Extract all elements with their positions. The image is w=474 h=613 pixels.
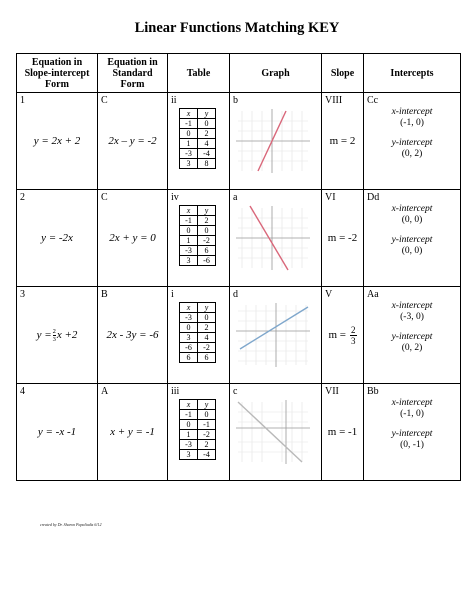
header-slope-intercept: Equation in Slope-intercept Form (17, 54, 98, 93)
slope-cell (322, 287, 364, 384)
standard-form-cell (98, 93, 168, 190)
row-number: 1 (20, 95, 25, 106)
table-cell (168, 384, 230, 481)
standard-form-equation: 2x - 3y = -6 (106, 329, 159, 341)
y-intercept-value: (0, 2) (401, 343, 423, 353)
standard-form-equation: 2x – y = -2 (108, 135, 157, 147)
xy-table: x y -1 2 0 0 1 -2 -3 6 3 -6 (179, 205, 216, 266)
graph-label: c (233, 386, 238, 397)
intercepts-label: Cc (367, 95, 379, 106)
x-intercept-label: x-intercept (391, 204, 433, 214)
line-graph (234, 204, 312, 272)
x-intercept-label: x-intercept (391, 301, 433, 311)
x-intercept-value: (-3, 0) (400, 312, 424, 322)
slope-intercept-cell (17, 287, 98, 384)
graph-cell (230, 93, 322, 190)
line-graph (234, 398, 312, 466)
row-number: 2 (20, 192, 25, 203)
standard-form-cell (98, 190, 168, 287)
slope-intercept-cell (17, 190, 98, 287)
xy-table: x y -1 0 0 -1 1 -2 -3 2 3 -4 (179, 399, 216, 460)
xy-table: x y -1 0 0 2 1 4 -3 -4 3 8 (179, 108, 216, 169)
slope-label: VIII (325, 95, 343, 106)
intercepts-label: Bb (367, 386, 379, 397)
standard-label: C (101, 192, 108, 203)
slope-cell (322, 93, 364, 190)
line-graph (234, 107, 312, 175)
slope-intercept-cell (17, 384, 98, 481)
table-label: ii (171, 95, 177, 106)
x-intercept-value: (-1, 0) (400, 118, 424, 128)
header-intercepts: Intercepts (364, 54, 461, 93)
standard-label: C (101, 95, 108, 106)
intercepts-label: Aa (367, 289, 379, 300)
y-intercept-label: y-intercept (391, 138, 433, 148)
slope-label: V (325, 289, 333, 300)
header-row (17, 54, 461, 93)
slope-value: m = -2 (327, 232, 358, 244)
standard-label: A (101, 386, 109, 397)
xy-table: x y -3 0 0 2 3 4 -6 -2 6 6 (179, 302, 216, 363)
table-label: iii (171, 386, 180, 397)
graph-line (238, 402, 302, 462)
y-intercept-value: (0, 2) (401, 149, 423, 159)
slope-value: m = 2 (329, 135, 356, 147)
slope-label: VII (325, 386, 339, 397)
slope-value: m = $\frac{2}{3}$ (328, 324, 356, 346)
intercepts-cell (364, 287, 461, 384)
graph-label: d (233, 289, 238, 300)
header-table: Table (168, 54, 230, 93)
graph-label: b (233, 95, 238, 106)
header-standard: Equation in Standard Form (98, 54, 168, 93)
slope-label: VI (325, 192, 336, 203)
y-intercept-label: y-intercept (391, 235, 433, 245)
table-row (17, 190, 461, 287)
row-number: 4 (20, 386, 25, 397)
slope-intercept-cell (17, 93, 98, 190)
slope-cell (322, 190, 364, 287)
intercepts-cell (364, 384, 461, 481)
y-intercept-value: (0, -1) (400, 440, 424, 450)
line-graph (234, 301, 312, 369)
table-cell (168, 93, 230, 190)
slope-intercept-equation: y = $\frac{2}{3}$ x +2 (36, 327, 78, 343)
table-row (17, 384, 461, 481)
page-title: Linear Functions Matching KEY (134, 20, 340, 36)
slope-intercept-equation: y = -x -1 (37, 426, 77, 438)
standard-form-cell (98, 287, 168, 384)
header-slope: Slope (322, 54, 364, 93)
intercepts-label: Dd (367, 192, 380, 203)
slope-cell (322, 384, 364, 481)
y-intercept-label: y-intercept (391, 429, 433, 439)
table-cell (168, 287, 230, 384)
standard-form-equation: 2x + y = 0 (109, 232, 156, 244)
slope-value: m = -1 (327, 426, 358, 438)
y-intercept-label: y-intercept (391, 332, 433, 342)
x-intercept-value: (-1, 0) (400, 409, 424, 419)
x-intercept-label: x-intercept (391, 107, 433, 117)
graph-cell (230, 287, 322, 384)
intercepts-cell (364, 190, 461, 287)
intercepts-cell (364, 93, 461, 190)
standard-form-cell (98, 384, 168, 481)
table-row (17, 93, 461, 190)
row-number: 3 (20, 289, 25, 300)
table-cell (168, 190, 230, 287)
slope-intercept-equation: y = 2x + 2 (33, 135, 81, 147)
graph-line (240, 307, 308, 349)
x-intercept-label: x-intercept (391, 398, 433, 408)
graph-cell (230, 190, 322, 287)
standard-form-equation: x + y = -1 (110, 426, 155, 438)
standard-label: B (101, 289, 108, 300)
table-label: iv (171, 192, 179, 203)
header-graph: Graph (230, 54, 322, 93)
x-intercept-value: (0, 0) (401, 215, 423, 225)
table-label: i (171, 289, 174, 300)
footer-credit: created by Dr. Sharon Papaliadis 6/12 (40, 522, 102, 527)
graph-label: a (233, 192, 238, 203)
matching-key-table (16, 53, 461, 481)
slope-intercept-equation: y = -2x (41, 232, 73, 244)
graph-cell (230, 384, 322, 481)
y-intercept-value: (0, 0) (401, 246, 423, 256)
table-row (17, 287, 461, 384)
